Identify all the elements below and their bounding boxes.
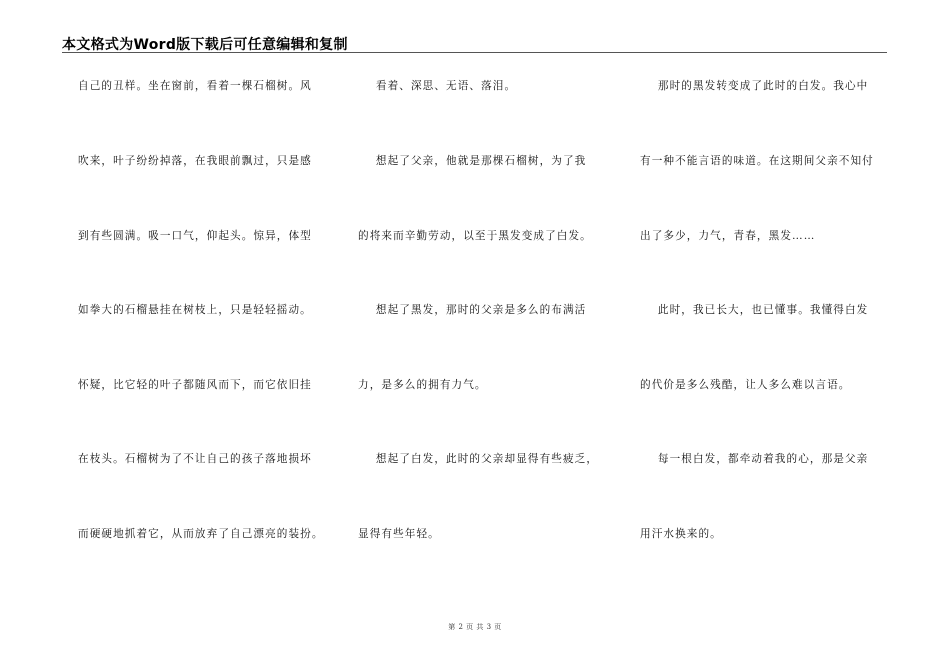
text-line: 力，是多么的拥有力气。: [358, 379, 487, 391]
header-rule: [62, 52, 887, 53]
text-line: 想起了白发，此时的父亲却显得有些疲乏，: [358, 453, 599, 465]
text-line: 而硬硬地抓着它，从而放弃了自己漂亮的装扮。: [78, 528, 324, 540]
page-number: 第 2 页 共 3 页: [448, 623, 502, 631]
text-line: 如拳大的石榴悬挂在树枝上，只是轻轻摇动。: [78, 304, 312, 316]
text-line: 到有些圆满。吸一口气，仰起头。惊异，体型: [78, 230, 312, 242]
page-header-title: 本文格式为Word版下载后可任意编辑和复制: [62, 37, 348, 53]
text-line: 每一根白发，都牵动着我的心，那是父亲: [640, 453, 869, 465]
text-line: 自己的丑样。坐在窗前，看着一棵石榴树。风: [78, 80, 312, 92]
text-line: 想起了黑发，那时的父亲是多么的布满活: [358, 304, 587, 316]
text-line: 吹来，叶子纷纷掉落，在我眼前飘过，只是感: [78, 155, 312, 167]
text-line: 的代价是多么残酷，让人多么难以言语。: [640, 379, 851, 391]
text-line: 的将来而辛勤劳动，以至于黑发变成了白发。: [358, 230, 592, 242]
text-line: 用汗水换来的。: [640, 528, 722, 540]
text-line: 看着、深思、无语、落泪。: [358, 80, 517, 92]
text-line: 想起了父亲，他就是那棵石榴树，为了我: [358, 155, 587, 167]
text-line: 此时，我已长大，也已懂事。我懂得白发: [640, 304, 869, 316]
text-line: 怀疑，比它轻的叶子都随风而下，而它依旧挂: [78, 379, 312, 391]
text-line: 出了多少，力气，青春，黑发……: [640, 230, 816, 242]
text-line: 在枝头。石榴树为了不让自己的孩子落地损坏: [78, 453, 312, 465]
text-line: 那时的黑发转变成了此时的白发。我心中: [640, 80, 869, 92]
text-line: 有一种不能言语的味道。在这期间父亲不知付: [640, 155, 874, 167]
text-line: 显得有些年轻。: [358, 528, 440, 540]
